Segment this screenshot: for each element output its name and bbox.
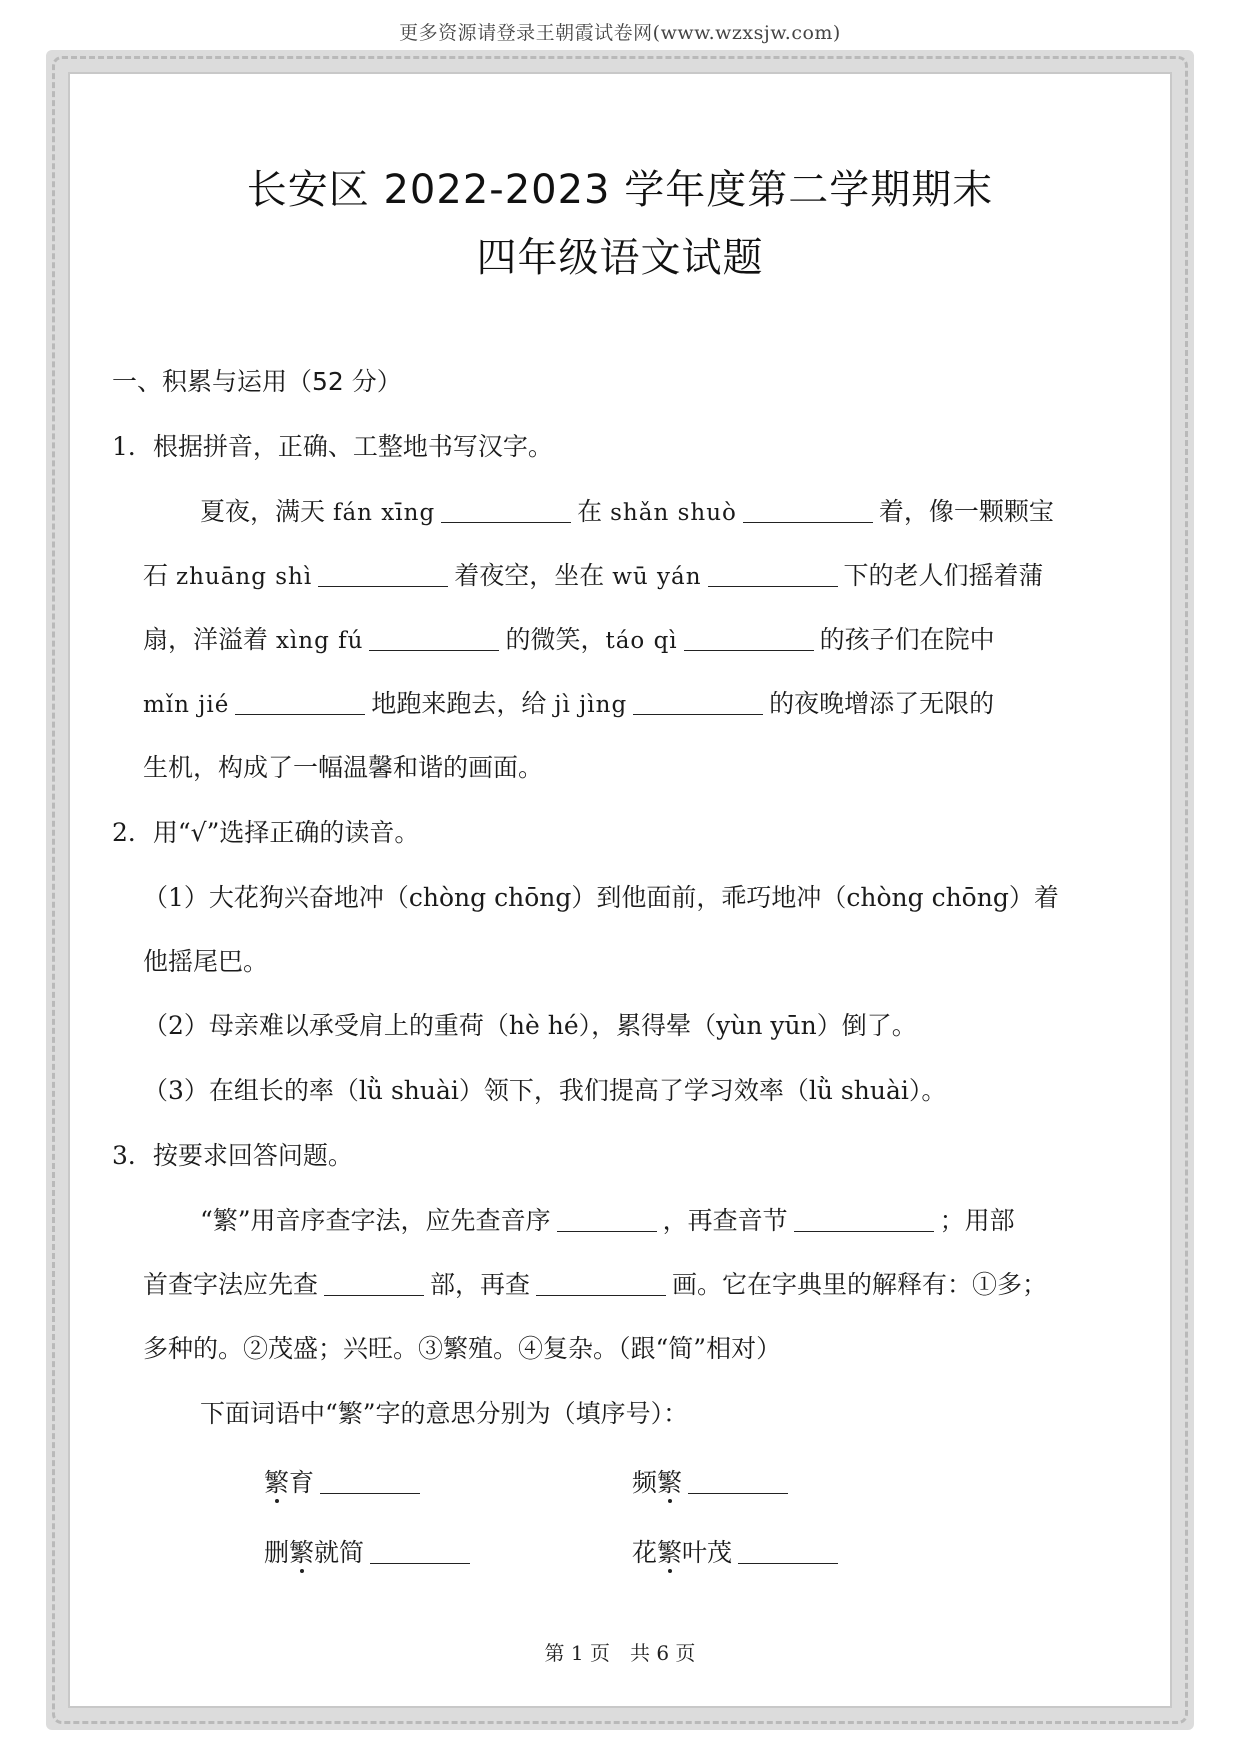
emphasis-char: 繁 bbox=[657, 1468, 683, 1497]
q2-stem: 2．用“√”选择正确的读音。 bbox=[112, 818, 420, 847]
text: 首查字法应先查 bbox=[143, 1270, 319, 1299]
q1-line5: 生机，构成了一幅温馨和谐的画面。 bbox=[143, 753, 544, 782]
text: “繁”用音序查字法，应先查音序 bbox=[200, 1206, 551, 1235]
word-fanyu bbox=[264, 1463, 426, 1499]
page-header: 更多资源请登录王朝霞试卷网(www.wzxsjw.com) bbox=[399, 22, 841, 44]
text: 叶茂 bbox=[682, 1538, 733, 1567]
pinyin: mǐn jié bbox=[143, 692, 230, 718]
q3-stem: 3．按要求回答问题。 bbox=[112, 1141, 353, 1170]
pinyin: xìng fú bbox=[275, 628, 364, 654]
word-shanfanjiujian bbox=[264, 1533, 476, 1569]
answer-blank[interactable] bbox=[370, 1539, 470, 1564]
text: 部，再查 bbox=[430, 1270, 531, 1299]
answer-blank[interactable] bbox=[320, 1469, 420, 1494]
q3-line2 bbox=[143, 1265, 1047, 1301]
text: 育 bbox=[289, 1468, 315, 1497]
text: ；用部 bbox=[939, 1206, 1015, 1235]
emphasis-char: 繁 bbox=[657, 1538, 683, 1567]
text: 在 bbox=[577, 497, 611, 526]
text: 的孩子们在院中 bbox=[819, 625, 995, 654]
text: 着夜空，坐在 bbox=[454, 561, 613, 590]
answer-blank[interactable] bbox=[633, 690, 763, 715]
text: 的夜晚增添了无限的 bbox=[769, 689, 995, 718]
pinyin: jì jìng bbox=[554, 692, 628, 718]
q3-line3: 多种的。②茂盛；兴旺。③繁殖。④复杂。（跟“简”相对） bbox=[143, 1334, 782, 1363]
pinyin: wū yán bbox=[612, 564, 702, 590]
answer-blank[interactable] bbox=[794, 1207, 934, 1232]
answer-blank[interactable] bbox=[738, 1539, 838, 1564]
pinyin: táo qì bbox=[605, 628, 678, 654]
answer-blank[interactable] bbox=[369, 626, 499, 651]
text: 就简 bbox=[314, 1538, 365, 1567]
word-pinfan bbox=[632, 1463, 794, 1499]
answer-blank[interactable] bbox=[235, 690, 365, 715]
exam-title-line2: 四年级语文试题 bbox=[476, 235, 764, 281]
answer-blank[interactable] bbox=[684, 626, 814, 651]
emphasis-char: 繁 bbox=[289, 1538, 315, 1567]
answer-blank[interactable] bbox=[441, 498, 571, 523]
answer-blank[interactable] bbox=[688, 1469, 788, 1494]
page-footer: 第 1 页 共 6 页 bbox=[544, 1641, 696, 1665]
pinyin: fán xīng bbox=[332, 500, 436, 526]
answer-blank[interactable] bbox=[536, 1271, 666, 1296]
text: 删 bbox=[264, 1538, 290, 1567]
word-huafanyemao bbox=[632, 1533, 844, 1569]
pinyin: zhuāng shì bbox=[175, 564, 313, 590]
text: 频 bbox=[632, 1468, 658, 1497]
q2-item3: （3）在组长的率（lǜ shuài）领下，我们提高了学习效率（lǜ shuài）。 bbox=[143, 1076, 947, 1105]
emphasis-char: 繁 bbox=[264, 1468, 290, 1497]
text: 花 bbox=[632, 1538, 658, 1567]
text: 着，像一颗颗宝 bbox=[878, 497, 1054, 526]
answer-blank[interactable] bbox=[708, 562, 838, 587]
text: 下的老人们摇着蒲 bbox=[843, 561, 1044, 590]
text: 石 bbox=[143, 561, 176, 590]
answer-blank[interactable] bbox=[324, 1271, 424, 1296]
answer-blank[interactable] bbox=[743, 498, 873, 523]
answer-blank[interactable] bbox=[557, 1207, 657, 1232]
text: 夏夜，满天 bbox=[200, 497, 333, 526]
q1-line4 bbox=[143, 684, 994, 720]
text: 画。它在字典里的解释有：①多； bbox=[672, 1270, 1048, 1299]
q1-line1 bbox=[200, 492, 1054, 528]
pinyin: shǎn shuò bbox=[610, 500, 737, 526]
text: 地跑来跑去，给 bbox=[371, 689, 555, 718]
q2-item2: （2）母亲难以承受肩上的重荷（hè hé），累得晕（yùn yūn）倒了。 bbox=[143, 1011, 917, 1040]
q2-item1-cont: 他摇尾巴。 bbox=[143, 947, 269, 976]
section-heading: 一、积累与运用（52 分） bbox=[112, 367, 402, 396]
q3-line4: 下面词语中“繁”字的意思分别为（填序号）： bbox=[200, 1399, 689, 1428]
answer-blank[interactable] bbox=[318, 562, 448, 587]
q1-line2 bbox=[143, 556, 1044, 592]
text: ，再查音节 bbox=[662, 1206, 788, 1235]
text: 扇，洋溢着 bbox=[143, 625, 276, 654]
q1-line3 bbox=[143, 620, 995, 656]
exam-title-line1: 长安区 2022-2023 学年度第二学期期末 bbox=[246, 167, 994, 213]
text: 的微笑， bbox=[505, 625, 606, 654]
q1-stem: 1．根据拼音，正确、工整地书写汉字。 bbox=[112, 432, 553, 461]
q3-line1 bbox=[200, 1201, 1015, 1237]
q2-item1: （1）大花狗兴奋地冲（chòng chōng）到他面前，乖巧地冲（chòng chōng）着 bbox=[143, 883, 1059, 912]
